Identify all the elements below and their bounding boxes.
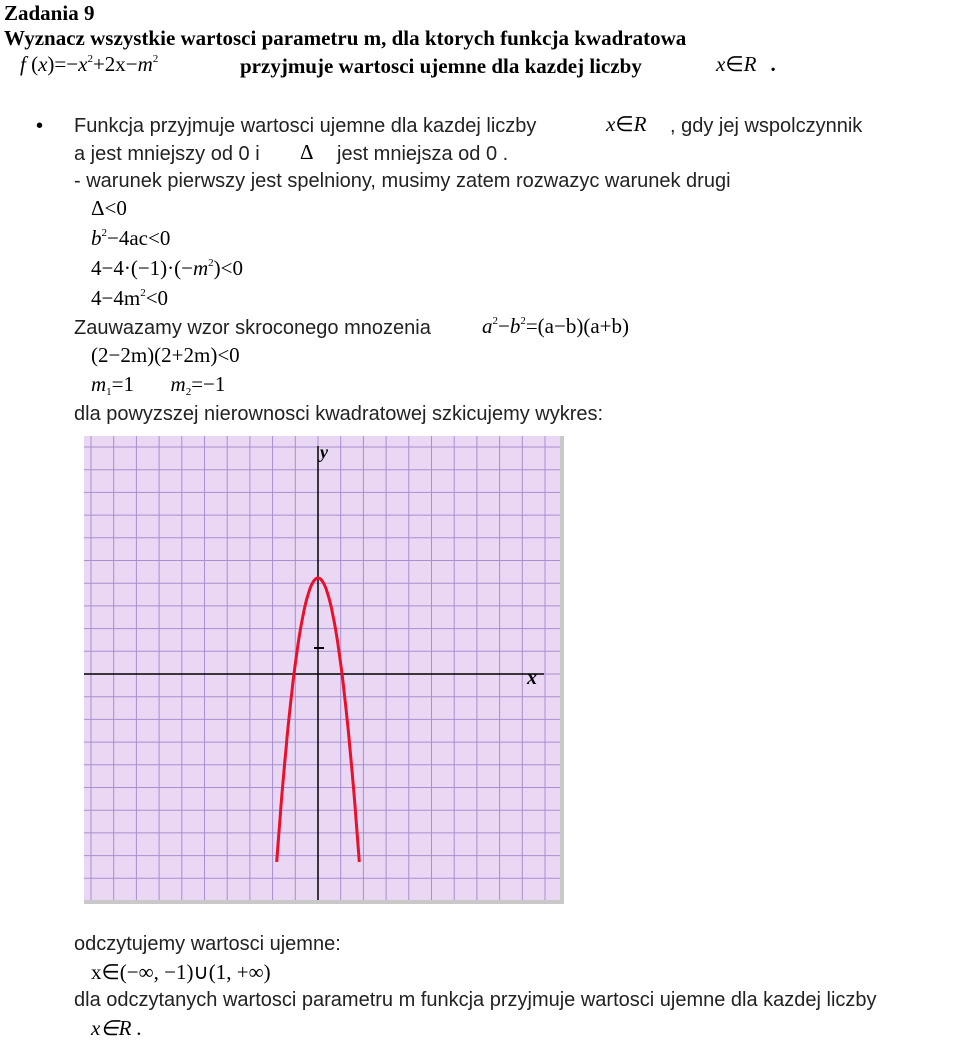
discriminant-inequality <box>91 226 170 251</box>
explanation-line-2a: a jest mniejszy od 0 i <box>74 143 260 165</box>
b-symbol: b <box>91 226 102 250</box>
a-symbol: a <box>482 314 493 338</box>
factored-inequality: (2−2m)(2+2m)<0 <box>91 343 240 367</box>
formula-minus: − <box>125 52 138 76</box>
simplified-left: 4−4m <box>91 286 141 310</box>
formula-f: f <box>20 52 26 76</box>
function-formula: f $(x)=-x^2+2x-m^2$ <box>20 52 159 76</box>
graph-intro: dla powyzszej nierownosci kwadratowej szkicujemy wykres: <box>74 403 604 425</box>
substitution-left: 4−4·(−1)·(− <box>91 256 193 280</box>
task-heading: Zadania 9 <box>4 1 95 25</box>
discriminant-rest: −4ac<0 <box>107 226 171 250</box>
m1-symbol: m <box>91 372 107 396</box>
formula-eq: =− <box>54 52 79 76</box>
final-x-in-r: x∈R . <box>91 1016 142 1040</box>
explanation-line-1: Funkcja przyjmuje wartosci ujemne dla kazdej liczby <box>74 115 537 137</box>
x-in-r-explanation <box>606 112 646 137</box>
result-interval: x∈(−∞, −1)∪(1, +∞) <box>91 960 271 984</box>
substitution-right: )<0 <box>213 256 244 280</box>
m1-sub: 1 <box>106 386 112 398</box>
sup: 2 <box>208 257 214 269</box>
m-symbol: m <box>193 256 209 280</box>
x-axis-label: x <box>527 667 537 689</box>
dot: . <box>770 52 776 76</box>
formula-x2: x <box>78 52 88 76</box>
m2-symbol: m <box>170 372 186 396</box>
sup: 2 <box>101 227 107 239</box>
sup: 2 <box>492 315 498 327</box>
explanation-line-1-end: , gdy jej wspolczynnik <box>670 115 863 137</box>
explanation-line-2b: jest mniejsza od 0 . <box>337 143 509 165</box>
formula-description: przyjmuje wartosci ujemne dla kazdej liczby <box>240 54 642 78</box>
formula-m: m <box>137 52 153 76</box>
graph-canvas <box>84 436 564 904</box>
formula-2x: +2x <box>92 52 126 76</box>
result-intro: odczytujemy wartosci ujemne: <box>74 933 341 955</box>
sup: 2 <box>520 315 526 327</box>
simplified-inequality <box>91 286 168 311</box>
r-symbol: R <box>633 112 647 136</box>
graph-background <box>84 436 562 902</box>
graph-shadow-right <box>560 436 564 904</box>
r-symbol: R <box>743 52 757 76</box>
delta-symbol: Δ <box>300 140 314 164</box>
formula-m-sup: 2 <box>152 53 159 65</box>
graph-shadow-bottom <box>84 900 564 904</box>
identity-note: Zauwazamy wzor skroconego mnozenia <box>74 317 431 339</box>
substitution-inequality <box>91 256 243 281</box>
sup: 2 <box>140 287 146 299</box>
simplified-right: <0 <box>145 286 169 310</box>
identity-rest: =(a−b)(a+b) <box>525 314 629 338</box>
b-symbol: b <box>509 314 521 338</box>
m1-value: =1 <box>111 372 135 396</box>
in-symbol: ∈ <box>725 52 744 76</box>
formula-x: x <box>38 52 48 76</box>
bullet: • <box>36 115 44 137</box>
parabola-graph <box>84 436 564 904</box>
delta-inequality: Δ<0 <box>91 196 127 220</box>
x-in-r-heading <box>716 52 776 77</box>
y-axis-label: y <box>320 442 328 462</box>
task-statement: Wyznacz wszystkie wartosci parametru m, dla ktorych funkcja kwadratowa <box>4 26 687 50</box>
roots <box>91 372 225 397</box>
x-symbol: x <box>716 52 726 76</box>
m2-sub: 2 <box>185 386 192 398</box>
formula-sup: 2 <box>87 53 93 65</box>
in-symbol: ∈ <box>615 112 634 136</box>
x-symbol: x <box>606 112 616 136</box>
difference-of-squares: $a^2-b^2=(a-b)(a+b)$ <box>482 314 629 338</box>
final-statement: dla odczytanych wartosci parametru m funkcja przyjmuje wartosci ujemne dla kazdej liczby <box>74 989 877 1011</box>
m2-value: =−1 <box>191 372 226 396</box>
condition-line: - warunek pierwszy jest spelniony, musimy zatem rozwazyc warunek drugi <box>74 170 731 192</box>
